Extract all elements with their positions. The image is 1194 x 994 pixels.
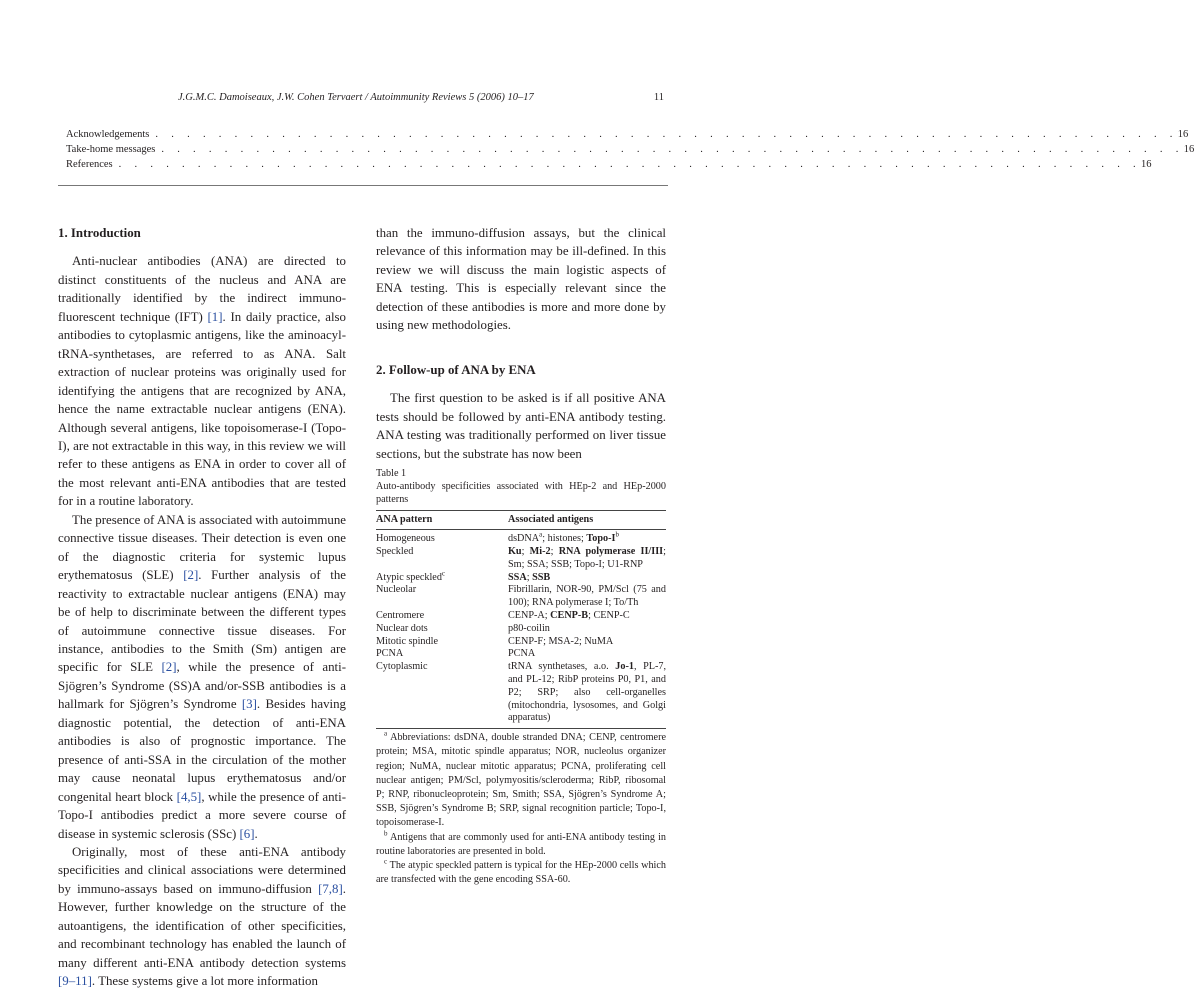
- table-row: [376, 610, 666, 623]
- citation-link[interactable]: [1]: [207, 309, 223, 324]
- paragraph: The presence of ANA is associated with autoimmune connective tissue diseases. Their detection is even one of the diagnostic criteria for systemic lupus erythematosus (SLE) [2]. Further analysis of the reactivity to extractable nuclear antigens (ENA) may be of help to discriminate between the different types of autoimmune connective tissue diseases. For instance, antibodies to the Smith (Sm) antigen are specific for SLE [2], while the presence of anti-Sjögren’s Syndrome (SS)A and/or-SSB antibodies is a hallmark for Sjögren’s Syndrome [3]. Besides having diagnostic potential, the detection of anti-ENA antibodies is also of prognostic importance. The presence of anti-SSA in the circulation of the mother may cause neonatal lupus erythematosus and/or congenital heart block [4,5], while the presence of anti-Topo-I antibodies predict a more severe course of disease in systemic sclerosis (SSc) [6].: [58, 512, 347, 841]
- table-row: [376, 546, 666, 572]
- cell-antigens: SSA; SSB: [508, 571, 551, 583]
- table-footnotes: [376, 731, 666, 887]
- section-heading-follow-up: 2. Follow-up of ANA by ENA: [376, 362, 536, 377]
- cell-pattern: Speckled: [376, 545, 414, 557]
- paragraph: Originally, most of these anti-ENA antibody specificities and clinical associations were determined by immuno-assays based on immuno-diffusion [7,8]. However, further knowledge on the structure of the autoantigens, the identification of other specificities, and recombinant technology has enabled the launch of many different anti-ENA antibody detection systems [9–11]. These systems give a lot more information: [58, 844, 346, 989]
- cell-antigens: dsDNA$^a$; histones; Topo-$I^b$: [508, 530, 619, 545]
- footnote: $^c$ The atypic speckled pattern is typical for the HEp-2000 cells which are transfected with the gene encoding SSA-60.: [376, 857, 666, 886]
- cell-antigens: Ku; Mi-2; RNA polymerase II/III; Sm; SSA; SSB; Topo-I; U1-RNP: [508, 545, 666, 570]
- running-title: J.G.M.C. Damoiseaux, J.W. Cohen Tervaert / Autoimmunity Reviews 5 (2006) 10–17: [178, 92, 534, 103]
- toc-page: 16: [1140, 159, 1152, 170]
- cell-antigens: CENP-A; CENP-B; CENP-C: [508, 609, 630, 621]
- cell-pattern: Atypic speckled$^c$: [376, 569, 446, 583]
- citation-link[interactable]: [4,5]: [176, 789, 202, 804]
- cell-pattern: Homogeneous: [376, 533, 435, 545]
- toc-page: 16: [1183, 144, 1194, 155]
- paragraph: than the immuno-diffusion assays, but the clinical relevance of this information may be ill-defined. In this review we will discuss the main logistic aspects of ENA testing. This is especially relevant since the detection of these antibodies is more and more done by using new methodologies.: [376, 226, 666, 333]
- toc-entry[interactable]: Acknowledgements . . . . . . . . . . . . . . . . . . . . . . . . . . . . . . . . . . . . . . . . . . . . . . . . . . . . . . . . . . . . . . . . . 16: [66, 129, 1189, 140]
- citation-link[interactable]: [7,8]: [318, 881, 343, 896]
- table-body: [376, 530, 667, 725]
- cell-pattern: Cytoplasmic: [376, 661, 428, 673]
- toc-divider: [58, 185, 668, 186]
- cell-antigens: tRNA synthetases, a.o. Jo-1, PL-7, and PL-12; RibP proteins P0, P1, and P2; SRP; also cell-organelles (mitochondria, lysosomes, and Golgi apparatus): [508, 661, 667, 724]
- toc-entry[interactable]: References . . . . . . . . . . . . . . . . . . . . . . . . . . . . . . . . . . . . . . . . . . . . . . . . . . . . . . . . . . . . . . . . . 16: [66, 159, 1152, 170]
- page-number: 11: [653, 92, 664, 103]
- column-header: ANA pattern: [376, 514, 433, 526]
- table-header-row: [376, 511, 666, 529]
- table-row: [376, 623, 666, 636]
- citation-link[interactable]: [3]: [241, 697, 257, 712]
- table-row: [376, 569, 666, 585]
- table-of-contents: [66, 127, 1194, 172]
- table-row: [376, 648, 666, 661]
- footnote: $^a$ Abbreviations: dsDNA, double stranded DNA; CENP, centromere protein; MSA, mitotic spindle apparatus; NOR, nucleolus organizer region; NuMA, nuclear mitotic apparatus; PCNA, proliferating cell nuclear antigen; PM/Scl, polymyositis/scleroderma; RibP, ribosomal P; RNP, ribonucleoprotein; Sm, Smith; SSA, Sjögren’s Syndrome A; SSB, Sjögren’s Syndrome B; SRP, signal recognition particle; Topo-I, topoisomerase-I.: [376, 729, 666, 829]
- column-header: Associated antigens: [508, 514, 594, 526]
- cell-pattern: PCNA: [376, 648, 404, 660]
- table-row: [376, 636, 666, 649]
- table-row: [376, 661, 666, 725]
- cell-pattern: Centromere: [376, 609, 425, 621]
- toc-page: 16: [1177, 129, 1189, 140]
- table-row: [376, 584, 666, 610]
- citation-link[interactable]: [9–11]: [58, 974, 92, 989]
- cell-antigens: Fibrillarin, NOR-90, PM/Scl (75 and 100); RNA polymerase I; To/Th: [508, 584, 666, 609]
- cell-pattern: Nucleolar: [376, 584, 417, 596]
- cell-pattern: Nuclear dots: [376, 622, 428, 634]
- right-column: [376, 224, 666, 463]
- cell-antigens: p80-coilin: [508, 622, 550, 634]
- table-row: [376, 530, 666, 546]
- footnote: $^b$ Antigens that are commonly used for anti-ENA antibody testing in routine laboratories are presented in bold.: [376, 829, 666, 857]
- left-column: [58, 224, 346, 991]
- table-label: Table 1: [376, 468, 407, 479]
- cell-antigens: CENP-F; MSA-2; NuMA: [508, 635, 614, 647]
- toc-label: Take-home messages: [66, 144, 156, 155]
- citation-link[interactable]: [2]: [161, 660, 177, 675]
- table-1: [376, 468, 666, 887]
- cell-antigens: PCNA: [508, 648, 536, 660]
- paragraph: The first question to be asked is if all positive ANA tests should be followed by anti-ENA antibody testing. ANA testing was traditionally performed on liver tissue sections, but the substrate has now been: [376, 391, 666, 461]
- toc-label: Acknowledgements: [66, 129, 150, 140]
- toc-entry[interactable]: Take-home messages . . . . . . . . . . . . . . . . . . . . . . . . . . . . . . . . . . . . . . . . . . . . . . . . . . . . . . . . . . . . . . . . . 16: [66, 144, 1194, 155]
- citation-link[interactable]: [2]: [183, 568, 199, 583]
- table-caption: Auto-antibody specificities associated with HEp-2 and HEp-2000 patterns: [376, 480, 666, 505]
- citation-link[interactable]: [6]: [239, 826, 255, 841]
- toc-label: References: [66, 159, 113, 170]
- cell-pattern: Mitotic spindle: [376, 635, 438, 647]
- section-heading-introduction: 1. Introduction: [58, 226, 141, 240]
- paragraph: Anti-nuclear antibodies (ANA) are directed to distinct constituents of the nucleus and ANA are traditionally identified by the indirect immuno-fluorescent technique (IFT) [1]. In daily practice, also antibodies to cytoplasmic antigens, like the aminoacyl-tRNA-synthetases, are referred to as ANA. Salt extraction of nuclear proteins was originally used for identifying the antigens that are recognized by ANA, hence the name extractable nuclear antigens (ENA). Although several antigens, like topoisomerase-I (Topo-I), are not extractable in this way, in this review we will refer to these antigens as ENA in order to cover all of the most relevant anti-ENA antibodies that are tested for in a routine laboratory.: [58, 254, 347, 509]
